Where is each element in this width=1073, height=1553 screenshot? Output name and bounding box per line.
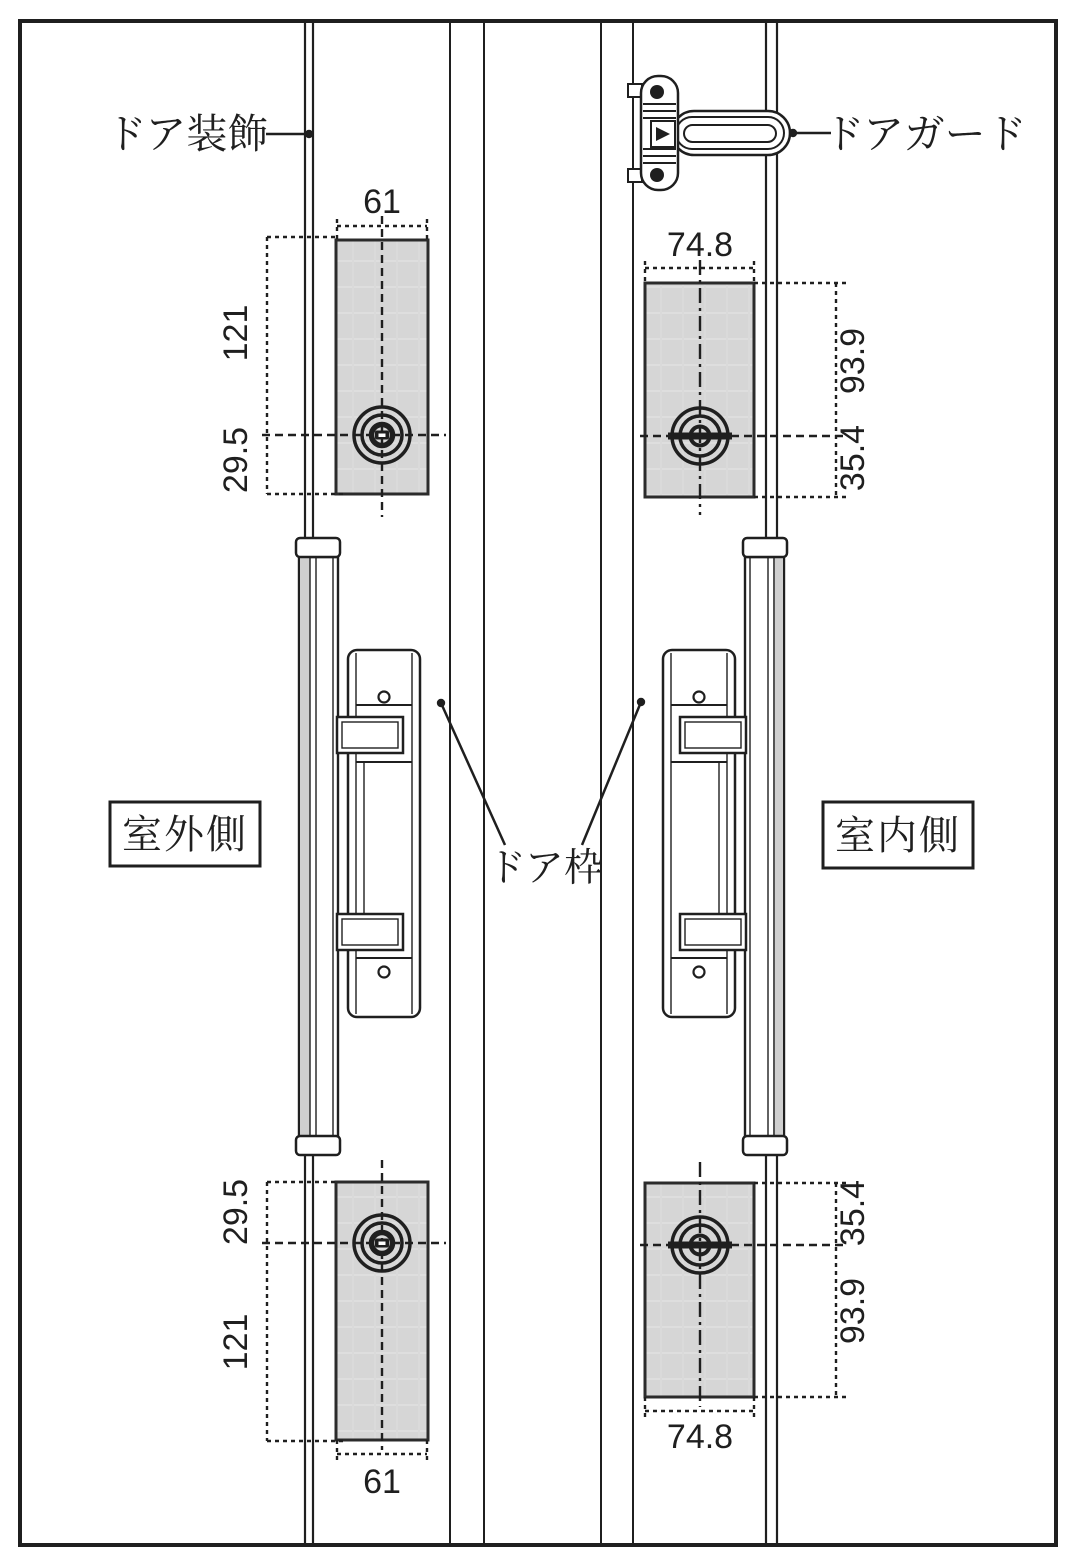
door-guard-callout — [789, 111, 1027, 157]
dim-indoor-bottom-width: 74.8 — [666, 1418, 734, 1456]
door-guard-screw — [650, 85, 664, 99]
indoor-side-label: 室内側 — [835, 814, 961, 858]
dim-indoor-bottom-upper: 35.4 — [834, 1179, 872, 1247]
dim-outdoor-bottom-upper: 29.5 — [217, 1178, 255, 1246]
handle-screw — [694, 692, 705, 703]
leader-dot — [305, 130, 313, 138]
handle-screw — [379, 692, 390, 703]
outdoor-handle — [337, 650, 420, 1017]
outdoor-side-label: 室外側 — [122, 813, 248, 857]
indoor-handle — [663, 650, 746, 1017]
dim-indoor-bottom-lower: 93.9 — [834, 1277, 872, 1345]
dim-outdoor-top-lower: 29.5 — [217, 426, 255, 494]
dim-indoor-top-upper: 93.9 — [834, 327, 872, 395]
pull-bar-top-cap — [743, 538, 787, 557]
outdoor-pull-bar — [296, 538, 340, 1155]
dim-outdoor-bottom-lower: 121 — [217, 1313, 255, 1371]
indoor-side-tag — [823, 802, 973, 868]
door-guard-label: ドアガード — [823, 111, 1027, 157]
dim-outdoor-top-width: 61 — [363, 183, 401, 221]
leader-dot — [789, 129, 797, 137]
dim-outdoor-bottom-width: 61 — [363, 1463, 401, 1501]
pull-bar-bottom-cap — [743, 1136, 787, 1155]
dim-indoor-top-lower: 35.4 — [834, 424, 872, 492]
outdoor-side-tag — [110, 802, 260, 866]
door-frame-label: ドア枠 — [487, 847, 603, 890]
pull-bar-top-cap — [296, 538, 340, 557]
door-decoration-label: ドア装飾 — [105, 111, 269, 157]
handle-screw — [379, 967, 390, 978]
pull-bar-bottom-cap — [296, 1136, 340, 1155]
dim-outdoor-top-upper: 121 — [217, 304, 255, 362]
outdoor-bottom-cylinder — [354, 1215, 410, 1271]
door-guard-screw — [650, 168, 664, 182]
outdoor-top-cylinder — [354, 407, 410, 463]
handle-screw — [694, 967, 705, 978]
dim-indoor-top-width: 74.8 — [666, 226, 734, 264]
indoor-pull-bar — [743, 538, 787, 1155]
